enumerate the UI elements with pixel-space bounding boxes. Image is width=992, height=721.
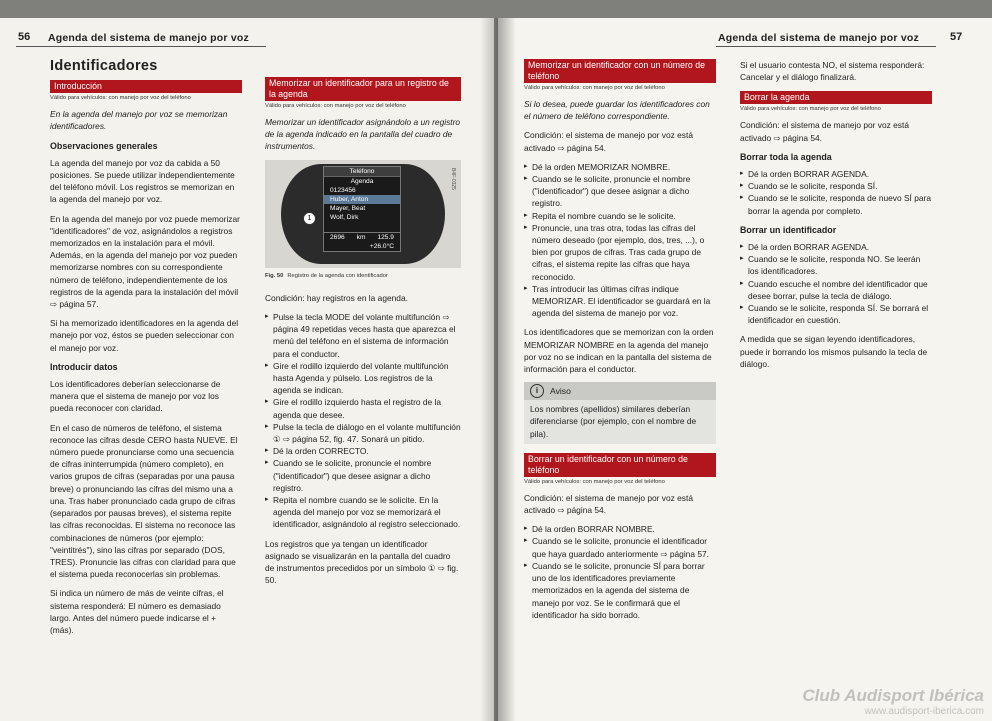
step-item: ▸ Pulse la tecla de diálogo en el volante multifunción ① ⇨ página 52, fig. 47. Sonará un pitido. xyxy=(265,421,461,445)
validity-note: Válido para vehículos: con manejo por voz del teléfono xyxy=(524,478,665,485)
condition-text: Condición: el sistema de manejo por voz está activado ⇨ página 54. xyxy=(740,120,909,143)
step-item: ▸ Dé la orden BORRAR AGENDA. xyxy=(740,168,932,180)
steps-list xyxy=(524,523,716,621)
left-column-1 xyxy=(50,60,242,643)
step-item: ▸ Dé la orden BORRAR NOMBRE. xyxy=(524,523,716,535)
paragraph: Si el usuario contesta NO, el sistema responderá: Cancelar y el diálogo finalizará. xyxy=(740,60,925,83)
step-item: ▸ Gire el rodillo izquierdo hasta el registro de la agenda que desee. xyxy=(265,396,461,420)
subheading-delete-one: Borrar un identificador xyxy=(740,224,837,235)
validity-note: Válido para vehículos: con manejo por voz del teléfono xyxy=(265,103,406,109)
display-row: 0123456 xyxy=(330,186,356,194)
section-bar-memorize-number: Memorizar un identificador con un número de teléfono xyxy=(524,59,716,83)
scan-top-edge xyxy=(0,0,992,18)
step-item: ▸ Gire el rodillo izquierdo del volante multifunción hasta Agenda y púlselo. Los registros de la agenda se indican. xyxy=(265,360,461,397)
paragraph: Los registros que ya tengan un identificador asignado se visualizarán en la pantalla del cuadro de instrumentos precedidos por un símbolo ① ⇨ fig. 50. xyxy=(265,538,459,586)
step-item: ▸ Cuando se le solicite, pronuncie SÍ para borrar uno de los identificadores previamente memorizados en la agenda del sistema de manejo por voz. Se le confirmará que el identificador ha sido borrado. xyxy=(524,560,716,621)
validity-note: Válido para vehículos: con manejo por voz del teléfono xyxy=(740,106,881,113)
watermark-url: www.audisport-iberica.com xyxy=(864,706,984,717)
figure-code: B4F-0325 xyxy=(450,167,456,190)
step-item: ▸ Dé la orden MEMORIZAR NOMBRE. xyxy=(524,161,716,173)
step-item: ▸ Cuando se le solicite, responda de nuevo SÍ para borrar la agenda por completo. xyxy=(740,192,932,216)
figure-50 xyxy=(265,160,461,268)
watermark xyxy=(802,686,984,717)
intro-text: Memorizar un identificador asignándolo a un registro de la agenda indicado en la pantalla del cuadro de instrumentos. xyxy=(265,117,461,152)
step-item: ▸ Repita el nombre cuando se le solicite. xyxy=(524,210,716,222)
display-subtitle: Agenda xyxy=(350,177,374,185)
notice-box xyxy=(524,382,716,444)
left-column-2 xyxy=(265,77,461,593)
paragraph: En la agenda del manejo por voz puede memorizar "identificadores" de voz, asignándolos a registros memorizados en la instalación para el móvil. Además, en la agenda del manejo por voz pueden memorizarse nombres con su correspondiente número de teléfono, independientemente de los registros de la agenda para la instalación del móvil ⇨ página 57. xyxy=(50,213,240,310)
display-row: Huber, Anton xyxy=(324,195,400,204)
paragraph: Los identificadores que se memorizan con la orden MEMORIZAR NOMBRE en la agenda del manejo por voz no se indican en la pantalla del sistema de información para el conductor. xyxy=(524,327,714,375)
odometer-value: 2696 xyxy=(330,233,345,241)
section-bar-intro: Introducción xyxy=(50,80,242,93)
step-item: ▸ Cuando se le solicite, pronuncie el identificador que haya guardado anteriormente ⇨ página 57. xyxy=(524,535,716,559)
display-row: Wolf, Dirk xyxy=(330,213,359,221)
info-icon: i xyxy=(530,384,544,398)
book-gutter xyxy=(480,18,516,721)
section-title: Identificadores xyxy=(50,58,158,74)
display-row: Mayer, Beat xyxy=(330,204,366,212)
step-item: ▸ Tras introducir las últimas cifras indique MEMORIZAR. El identificador se guardará en la agenda del sistema de manejo por voz. xyxy=(524,283,716,320)
figure-caption xyxy=(265,270,461,282)
intro-text: En la agenda del manejo por voz se memorizan identificadores. xyxy=(50,109,228,132)
section-bar-memorize: Memorizar un identificador para un registro de la agenda xyxy=(265,77,461,101)
header-rule-left xyxy=(16,46,266,47)
notice-text: Los nombres (apellidos) similares deberían diferenciarse (por ejemplo, con el nombre de pila). xyxy=(530,404,697,439)
header-rule-right xyxy=(716,46,936,47)
condition-text: Condición: el sistema de manejo por voz está activado ⇨ página 54. xyxy=(524,492,693,516)
notice-header xyxy=(524,382,716,400)
condition-text: Condición: hay registros en la agenda. xyxy=(265,292,408,303)
page-number-left: 56 xyxy=(18,31,31,43)
right-page xyxy=(498,18,992,721)
left-page xyxy=(0,18,494,721)
running-header-right: Agenda del sistema de manejo por voz xyxy=(718,32,919,44)
paragraph: Si ha memorizado identificadores en la agenda del manejo por voz, éstos se pueden seleccionar con el manejo por voz. xyxy=(50,318,239,353)
step-item: ▸ Cuando se le solicite, responda SÍ. Se borrará el identificador en cuestión. xyxy=(740,302,932,326)
step-item: ▸ Pronuncie, una tras otra, todas las cifras del número deseado (por ejemplo, dos, tres, ...), o bien por grupos de cifras. Tras cada grupo de cifras, el sistema repite las cifras que haya reconocido. xyxy=(524,222,716,283)
display-title: Teléfono xyxy=(324,167,400,177)
step-item: ▸ Repita el nombre cuando se le solicite. En la agenda del manejo por voz se memorizará el identificador, asignándolo al registro seleccionado. xyxy=(265,494,461,531)
paragraph: En el caso de números de teléfono, el sistema reconoce las cifras desde CERO hasta NUEVE. El número puede pronunciarse como una secuencia de cifras ininterrumpida (número completo), en varios grupos de cifras (separadas por una pausa breve) o pronunciando las cifras del mismo una a una. Tras haber pronunciado cada grupo de cifras (separados por pausas breves), el sistema repite las cifras reconocidas. El sistema no reconoce las combinaciones de números (por ejemplo: "veintitrés"), sino las cifras por separado (DOS, TRES). Pronuncie las cifras con claridad para que el sistema pueda reconocerlas sin problemas. xyxy=(50,422,238,580)
steps-list xyxy=(740,241,932,326)
step-item: ▸ Cuando se le solicite, responda NO. Se leerán los identificadores. xyxy=(740,253,932,277)
steps-list xyxy=(740,168,932,217)
figure-label: Fig. 50 xyxy=(265,272,284,279)
step-item: ▸ Cuando escuche el nombre del identificador que desee borrar, pulse la tecla de diálogo. xyxy=(740,278,932,302)
step-item: ▸ Cuando se le solicite, responda SÍ. xyxy=(740,180,932,192)
display-temperature: +26.0°C xyxy=(369,242,394,250)
intro-text: Si lo desea, puede guardar los identificadores con el número de teléfono correspondiente. xyxy=(524,99,710,122)
section-bar-delete-number: Borrar un identificador con un número de teléfono xyxy=(524,453,716,477)
step-item: ▸ Dé la orden BORRAR AGENDA. xyxy=(740,241,932,253)
cluster-display xyxy=(323,166,401,252)
subheading-input: Introducir datos xyxy=(50,361,118,372)
paragraph: A medida que se sigan leyendo identificadores, puede ir borrando los mismos pulsando la tecla de diálogo. xyxy=(740,334,928,369)
notice-title: Aviso xyxy=(550,386,571,397)
paragraph: La agenda del manejo por voz da cabida a 50 posiciones. Se puede utilizar independientemente del teléfono móvil. Los registros se memorizan en la agenda del manejo por voz. xyxy=(50,157,235,205)
right-column-2 xyxy=(740,59,932,377)
trip-value: 125.9 xyxy=(377,233,394,241)
subheading-general: Observaciones generales xyxy=(50,140,158,151)
page-number-right: 57 xyxy=(950,31,963,43)
step-item: ▸ Pulse la tecla MODE del volante multifunción ⇨ página 49 repetidas veces hasta que aparezca el menú del teléfono en el sistema de información para el conductor. xyxy=(265,311,461,360)
paragraph: Los identificadores deberían seleccionarse de manera que el sistema de manejo por voz los pueda reconocer con claridad. xyxy=(50,379,221,414)
step-item: ▸ Dé la orden CORRECTO. xyxy=(265,445,461,457)
watermark-title: Club Audisport Ibérica xyxy=(802,686,984,705)
validity-note: Válido para vehículos: con manejo por voz del teléfono xyxy=(524,85,665,91)
section-bar-delete-agenda: Borrar la agenda xyxy=(740,91,932,104)
subheading-delete-all: Borrar toda la agenda xyxy=(740,151,832,162)
validity-note: Válido para vehículos: con manejo por voz del teléfono xyxy=(50,95,191,102)
steps-list xyxy=(265,311,461,531)
odometer-unit: km xyxy=(356,233,366,241)
running-header-left: Agenda del sistema de manejo por voz xyxy=(48,32,249,44)
step-item: ▸ Cuando se le solicite, pronuncie el nombre ("identificador") que desee asignar a dicho registro. xyxy=(265,457,461,494)
step-item: ▸ Cuando se le solicite, pronuncie el nombre ("identificador") que desee asignar a dicho registro. xyxy=(524,173,716,210)
condition-text: Condición: el sistema de manejo por voz está activado ⇨ página 54. xyxy=(524,130,693,153)
figure-caption-text: Registro de la agenda con identificador xyxy=(287,272,388,279)
callout-1: 1 xyxy=(303,212,316,225)
paragraph: Si indica un número de más de veinte cifras, el sistema responderá: El número es demasiado largo. Antes del número puede indicarse el + (más). xyxy=(50,588,224,635)
right-column-1 xyxy=(524,59,716,628)
steps-list xyxy=(524,161,716,320)
display-odometer xyxy=(324,232,400,242)
